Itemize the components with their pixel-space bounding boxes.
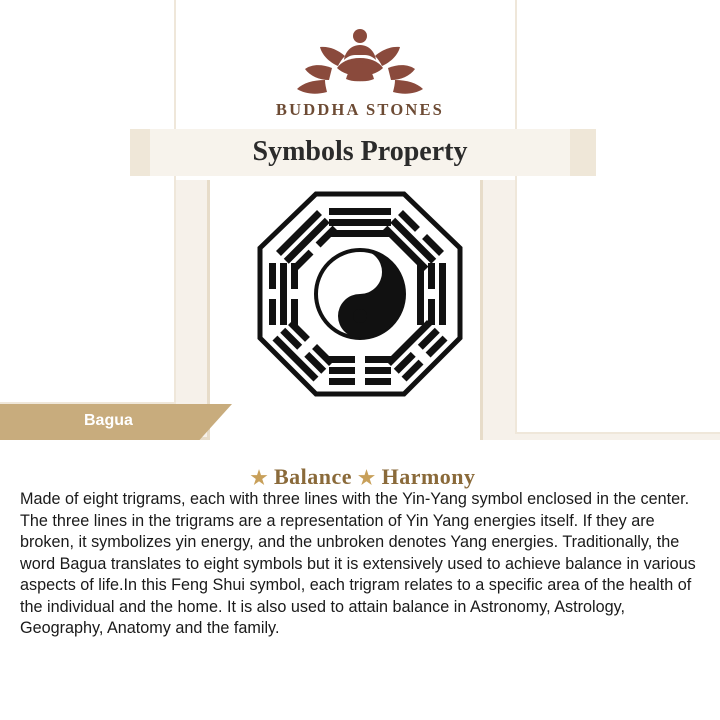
bagua-yin-yang-diagram [215,186,505,406]
subtitle-harmony: Harmony [381,464,476,489]
section-tab-label: Bagua [84,412,133,429]
yin-yang-icon [316,250,404,338]
bagua-svg [215,186,505,406]
brand-name: BUDDHA STONES [275,100,445,119]
star-icon-right: ★ [358,468,376,489]
brand-logo [0,18,720,120]
subtitle-balance: Balance [273,464,353,489]
subtitle [0,464,720,490]
page-title: Symbols Property [252,136,468,167]
star-icon-left: ★ [250,468,268,489]
description-paragraph: Made of eight trigrams, each with three lines with the Yin-Yang symbol enclosed in the center. The three lines in the trigrams are a representation of Yin Yang energies itself. If they are broken, it symbolizes yin energy, and the unbroken denotes Yang energies. Traditionally, the word Bagua translates to eight symbols but it is extensively used to achieve balance in various aspects of life.In this Feng Shui symbol, each trigram relates to a specific area of the health of the individual and the home. It is also used to attain balance in Astronomy, Astrology, Geography, Anatomy and the family. [20,490,696,638]
lotus-meditation-icon [275,18,445,94]
